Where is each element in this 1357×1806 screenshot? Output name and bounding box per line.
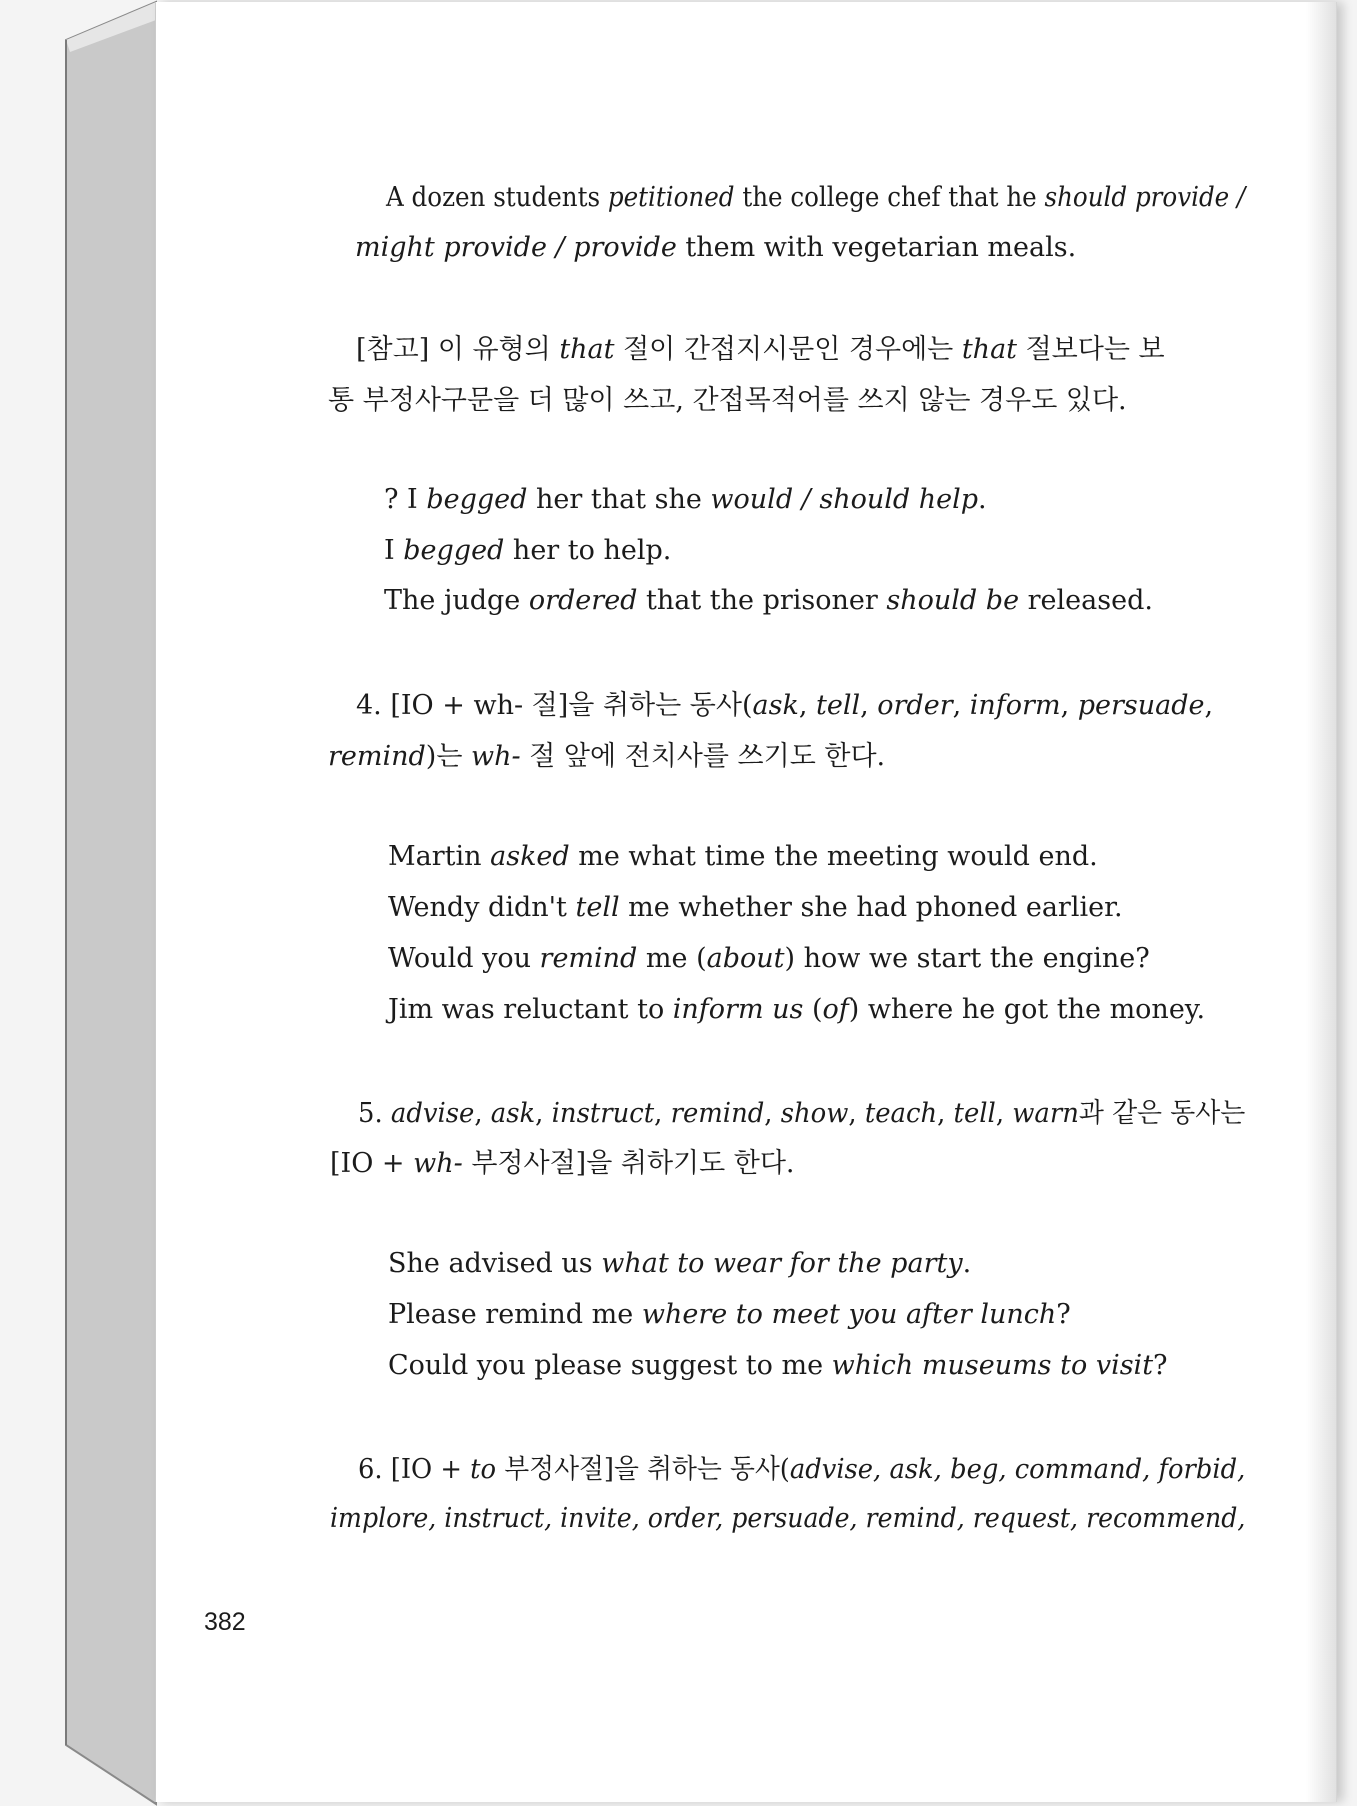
text-italic: begged	[426, 484, 528, 515]
text: them with vegetarian meals.	[676, 232, 1077, 263]
text: Martin	[388, 841, 491, 872]
section-4-line-1	[356, 689, 1213, 723]
text: [참고] 이 유형의	[356, 334, 560, 365]
text: ,	[474, 1098, 491, 1129]
text-italic: ask	[752, 690, 799, 721]
text: ,	[1060, 690, 1078, 721]
text-italic: what to wear for the party	[601, 1248, 963, 1279]
text: 부정사절]을 취하는 동사(	[496, 1454, 790, 1485]
section-5-example-2	[388, 1298, 1071, 1332]
section-4-line-2	[328, 740, 885, 774]
text: ) how we start the engine?	[784, 943, 1150, 974]
text-italic: ordered	[528, 585, 638, 616]
text: ,	[764, 1098, 781, 1129]
text-italic: order	[877, 690, 953, 721]
text: .	[962, 1248, 972, 1279]
text: She advised us	[388, 1248, 602, 1279]
book-spine	[0, 0, 170, 1806]
text-italic: remind	[670, 1098, 765, 1129]
text: that the prisoner	[637, 585, 887, 616]
text-italic: begged	[403, 535, 505, 566]
text: ?	[1056, 1299, 1071, 1330]
text: Please remind me	[388, 1299, 642, 1330]
text: 부정사절]을 취하기도 한다.	[462, 1148, 795, 1179]
text: 절보다는 보	[1017, 334, 1165, 365]
text-italic: warn	[1012, 1098, 1079, 1129]
text-italic: instruct	[551, 1098, 655, 1129]
text: A dozen students	[386, 182, 608, 213]
section-4-example-4	[388, 993, 1205, 1027]
text: ,	[995, 1098, 1013, 1129]
section-4-example-1	[388, 840, 1098, 874]
section-5-example-3	[388, 1349, 1168, 1383]
text: the college chef that he	[734, 182, 1045, 213]
text: ,	[535, 1098, 552, 1129]
text-italic: petitioned	[607, 182, 735, 213]
page-number: 382	[204, 1608, 246, 1636]
section-5-line-2	[330, 1147, 795, 1181]
text: her that she	[527, 484, 711, 515]
text: I	[384, 535, 404, 566]
text: 절 앞에 전치사를 쓰기도 한다.	[520, 741, 886, 772]
text: .	[978, 484, 987, 515]
note-example-2	[384, 534, 671, 568]
text: 통 부정사구문을 더 많이 쓰고, 간접목적어를 쓰지 않는 경우도 있다.	[328, 385, 1127, 416]
text: 4. [IO + wh- 절]을 취하는 동사(	[356, 690, 753, 721]
text-italic: would / should help	[710, 484, 979, 515]
text-italic: tell	[575, 892, 620, 923]
text-italic: where to meet you after lunch	[641, 1299, 1057, 1330]
text: ) where he got the money.	[848, 994, 1206, 1025]
text-italic: should provide /	[1044, 182, 1246, 213]
text-italic: wh-	[413, 1148, 463, 1179]
text: 6. [IO +	[358, 1454, 471, 1485]
text-italic: ask	[490, 1098, 536, 1129]
text: The judge	[384, 585, 529, 616]
text: Wendy didn't	[388, 892, 576, 923]
text: 절이 간접지시문인 경우에는	[614, 334, 962, 365]
text-italic: inform	[969, 690, 1061, 721]
section-6-line-2	[330, 1502, 1245, 1536]
text-italic: implore, instruct, invite, order, persuade, remind, request, recommend,	[330, 1503, 1246, 1534]
text: Jim was reluctant to	[388, 994, 673, 1025]
text-italic: that	[559, 334, 615, 365]
note-line-1	[356, 333, 1165, 367]
text-italic: might provide / provide	[355, 232, 677, 263]
text-italic: to	[470, 1454, 497, 1485]
text: Would you	[388, 943, 540, 974]
text: released.	[1019, 585, 1153, 616]
text-italic: persuade	[1077, 690, 1205, 721]
text: ,	[798, 690, 816, 721]
text: 5.	[358, 1098, 391, 1129]
note-line-2	[328, 384, 1127, 418]
text: me whether she had phoned earlier.	[619, 892, 1123, 923]
text: me (	[637, 943, 707, 974]
example-top-line-1	[386, 181, 1245, 215]
text-italic: remind	[328, 741, 426, 772]
page-edge-shadow	[1306, 2, 1336, 1802]
text: ,	[848, 1098, 865, 1129]
text: 과 같은 동사는	[1078, 1098, 1246, 1129]
text-italic: tell	[953, 1098, 996, 1129]
note-example-3	[384, 584, 1153, 618]
text: ,	[1204, 690, 1214, 721]
text-italic: that	[961, 334, 1018, 365]
section-6-line-1	[358, 1453, 1245, 1487]
text-italic: about	[706, 943, 785, 974]
text-italic: wh-	[471, 741, 521, 772]
text: (	[803, 994, 823, 1025]
text: ?	[1153, 1350, 1168, 1381]
section-5-example-1	[388, 1247, 971, 1281]
text-italic: remind	[539, 943, 638, 974]
text: ,	[952, 690, 970, 721]
example-top-line-2	[355, 231, 1076, 265]
text: )는	[425, 741, 471, 772]
text: ,	[860, 690, 878, 721]
text-italic: inform us	[672, 994, 804, 1025]
section-4-example-3	[388, 942, 1150, 976]
text-italic: show	[780, 1098, 849, 1129]
text: Could you please suggest to me	[388, 1350, 832, 1381]
text: me what time the meeting would end.	[569, 841, 1098, 872]
text: her to help.	[504, 535, 672, 566]
text-italic: of	[822, 994, 849, 1025]
text-italic: advise, ask, beg, command, forbid,	[789, 1454, 1246, 1485]
section-5-line-1	[358, 1097, 1245, 1131]
text: ,	[937, 1098, 954, 1129]
text: ,	[654, 1098, 671, 1129]
text-italic: which museums to visit	[831, 1350, 1154, 1381]
text-italic: teach	[864, 1098, 938, 1129]
text-italic: should be	[886, 585, 1020, 616]
text-italic: asked	[490, 841, 570, 872]
text: [IO +	[330, 1148, 414, 1179]
text-italic: advise	[390, 1098, 475, 1129]
section-4-example-2	[388, 891, 1123, 925]
note-example-1	[384, 483, 987, 517]
text: ? I	[384, 484, 427, 515]
text-italic: tell	[815, 690, 861, 721]
